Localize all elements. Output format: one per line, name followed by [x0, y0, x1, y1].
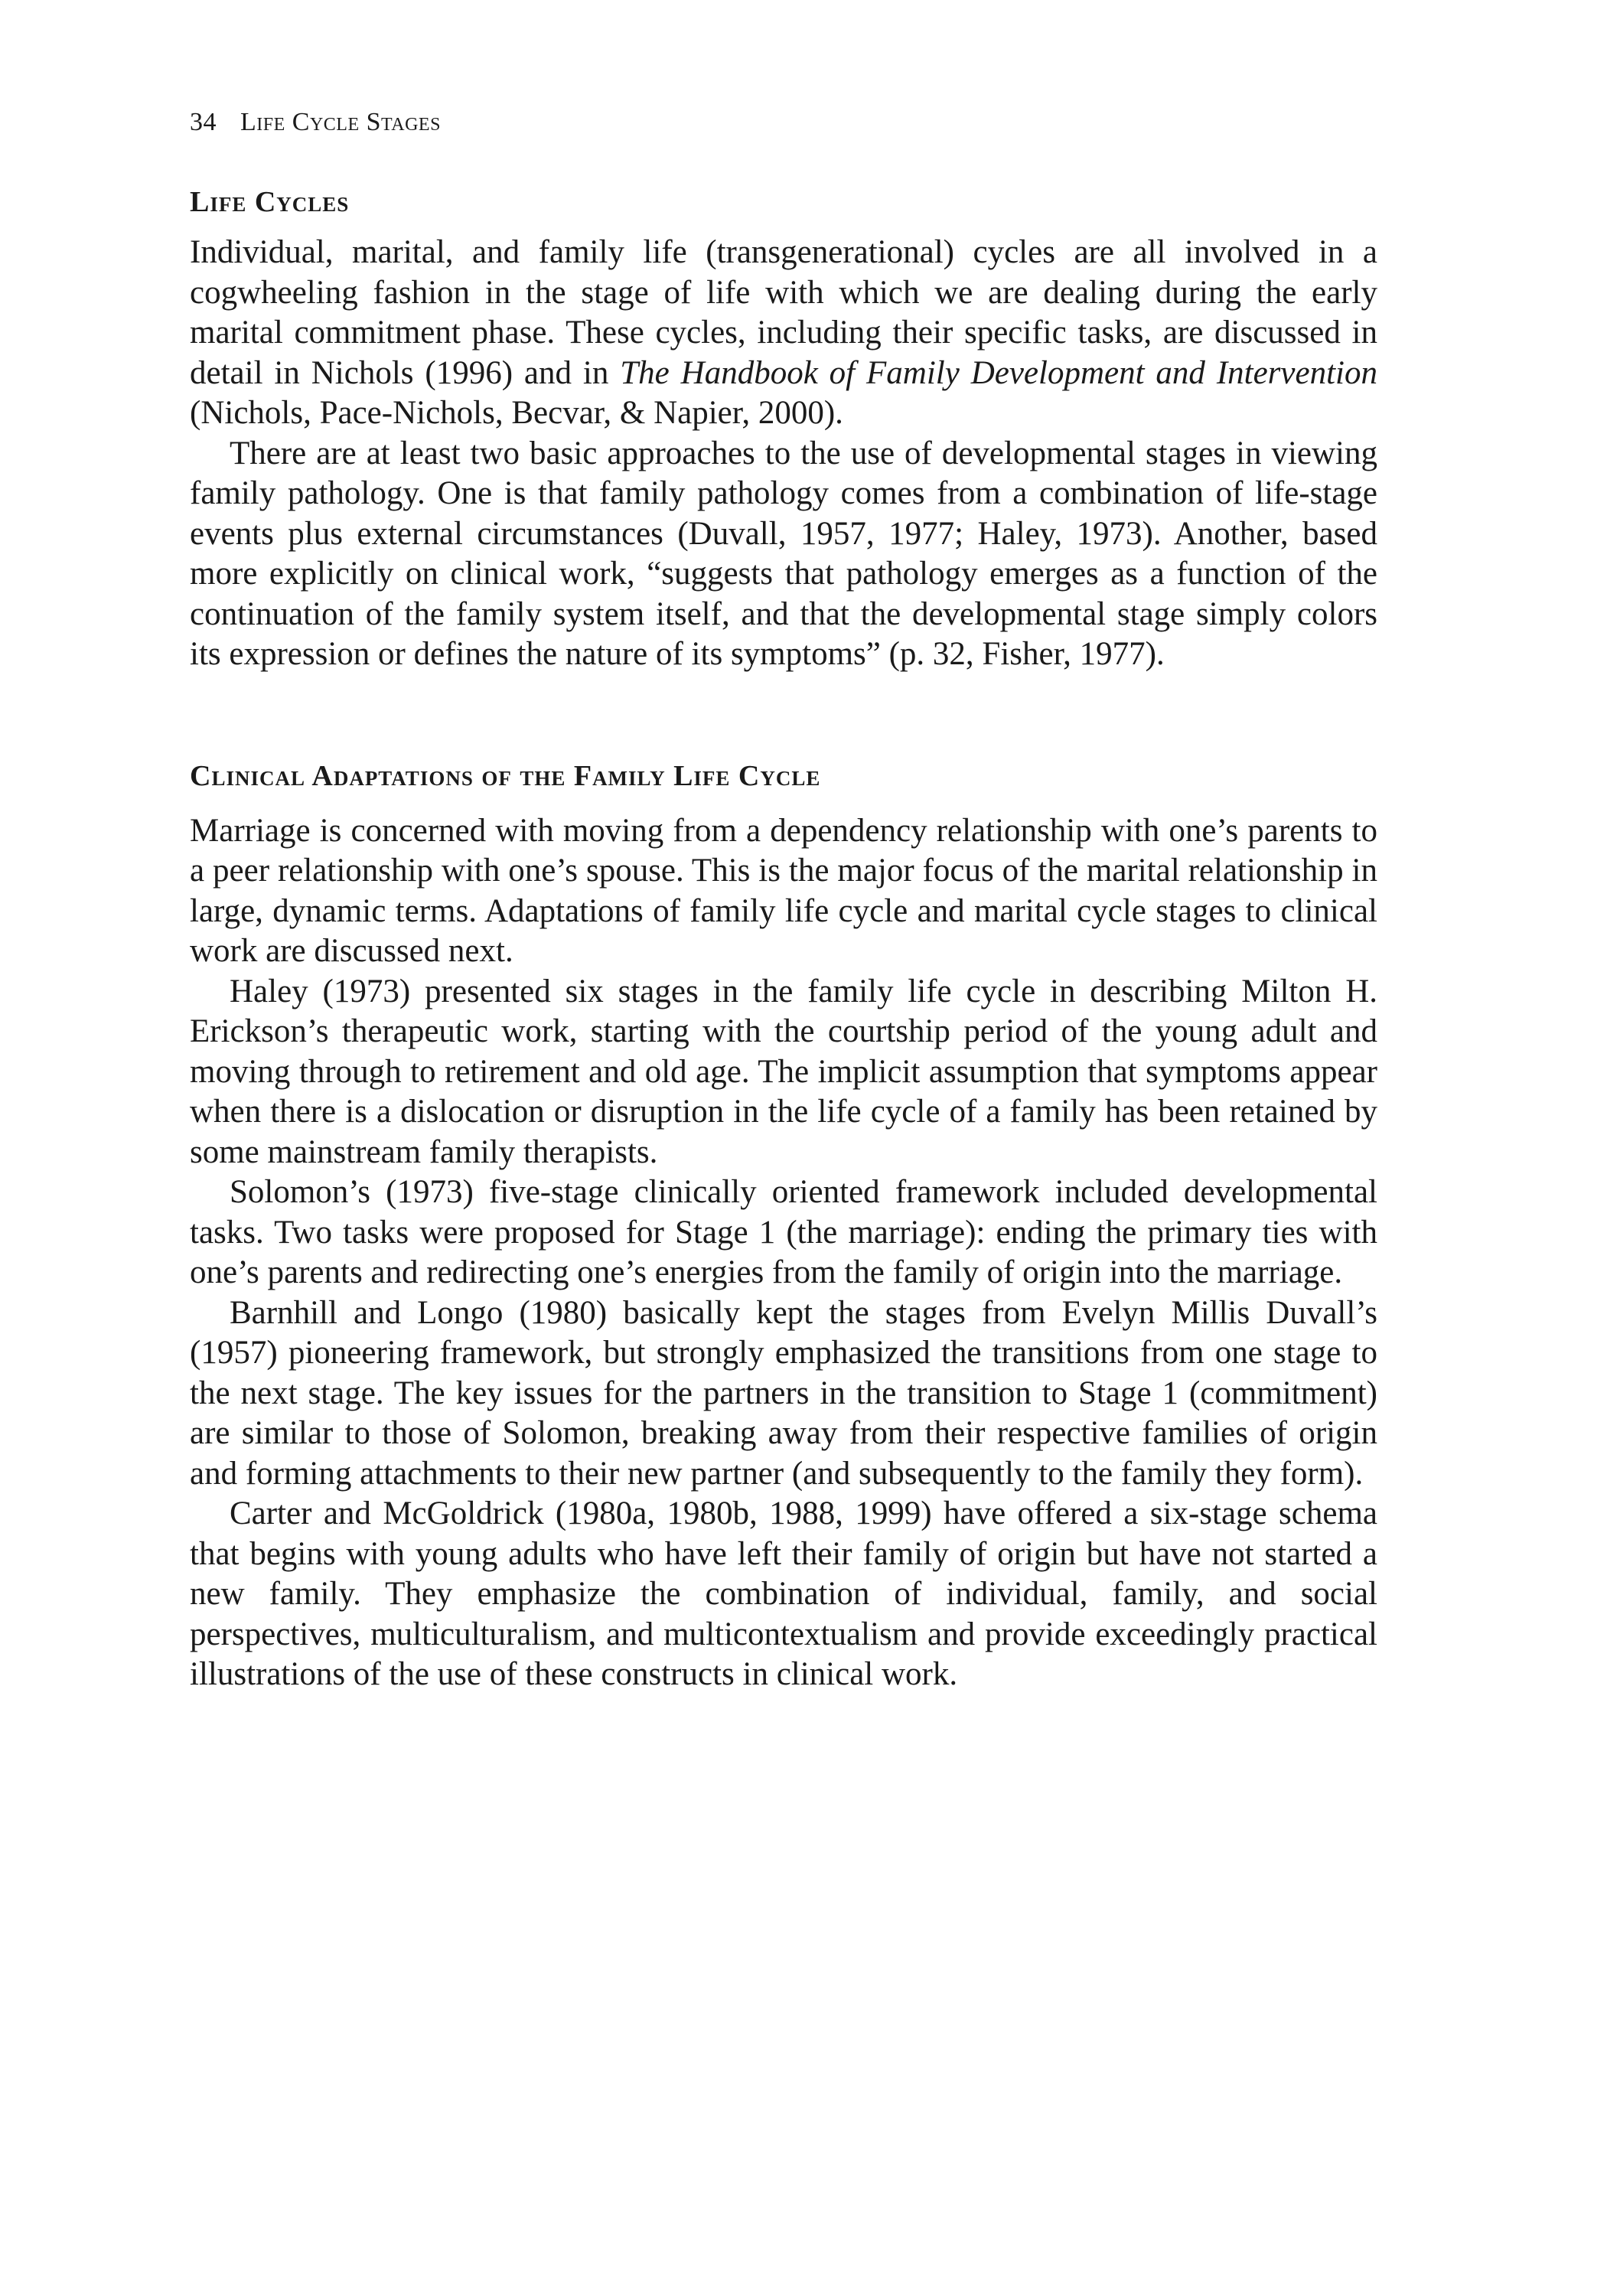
section-life-cycles [190, 184, 1377, 675]
paragraph-text: Individual, marital, and family life (transgenerational) cycles are all involved in a cogwheeling fashion in the stage of life with which we are dealing during the early marital commitment phase. These cycles, including their specific tasks, are discussed in detail in Nichols (1996) and in [190, 234, 1377, 391]
book-page [190, 107, 1377, 1695]
section-heading: Clinical Adaptations of the Family Life Cycle [190, 759, 821, 792]
paragraph: Marriage is concerned with moving from a dependency relationship with one’s parents to a peer relationship with one’s spouse. This is the major focus of the marital relationship in large, dynamic terms. Adaptations of family life cycle and marital cycle stages to clinical work are discussed next. [190, 812, 1377, 969]
paragraph: Barnhill and Longo (1980) basically kept the stages from Evelyn Millis Duvall’s (1957) pioneering framework, but strongly emphasized the transitions from one stage to the next stage. The key issues for the partners in the transition to Stage 1 (commitment) are similar to those of Solomon, breaking away from their respective families of origin and forming attachments to their new partner (and subsequently to the family they form). [190, 1294, 1377, 1492]
paragraph-text: (Nichols, Pace-Nichols, Becvar, & Napier, 2000). [190, 395, 843, 431]
paragraph: Carter and McGoldrick (1980a, 1980b, 1988, 1999) have offered a six-stage schema that begins with young adults who have left their family of origin but have not started a new family. They emphasize the combination of individual, family, and social perspectives, multiculturalism, and multicontextualism and provide exceedingly practical illustrations of the use of these constructs in clinical work. [190, 1495, 1377, 1692]
paragraph: There are at least two basic approaches to the use of developmental stages in viewing family pathology. One is that family pathology comes from a combination of life-stage events plus external circumstances (Duvall, 1957, 1977; Haley, 1973). Another, based more explicitly on clinical work, “suggests that pathology emerges as a function of the continuation of the family system itself, and that the developmental stage simply colors its expression or defines the nature of its symptoms” (p. 32, Fisher, 1977). [190, 435, 1377, 672]
book-title: The Handbook of Family Development and Intervention [620, 354, 1377, 391]
paragraph [190, 233, 1377, 434]
running-head [190, 107, 1377, 138]
page-number: 34 [190, 108, 217, 136]
paragraph: Solomon’s (1973) five-stage clinically oriented framework included developmental tasks. Two tasks were proposed for Stage 1 (the marriage): ending the primary ties with one’s parents and redirecting one’s energies from the family of origin into the marriage. [190, 1174, 1377, 1290]
section-clinical-adaptations [190, 758, 1377, 1695]
running-head-title: Life Cycle Stages [240, 108, 441, 136]
paragraph: Haley (1973) presented six stages in the family life cycle in describing Milton H. Erickson’s therapeutic work, starting with the courtship period of the young adult and moving through to retirement and old age. The implicit assumption that symptoms appear when there is a dislocation or disruption in the life cycle of a family has been retained by some mainstream family therapists. [190, 973, 1377, 1170]
section-heading: Life Cycles [190, 186, 350, 218]
